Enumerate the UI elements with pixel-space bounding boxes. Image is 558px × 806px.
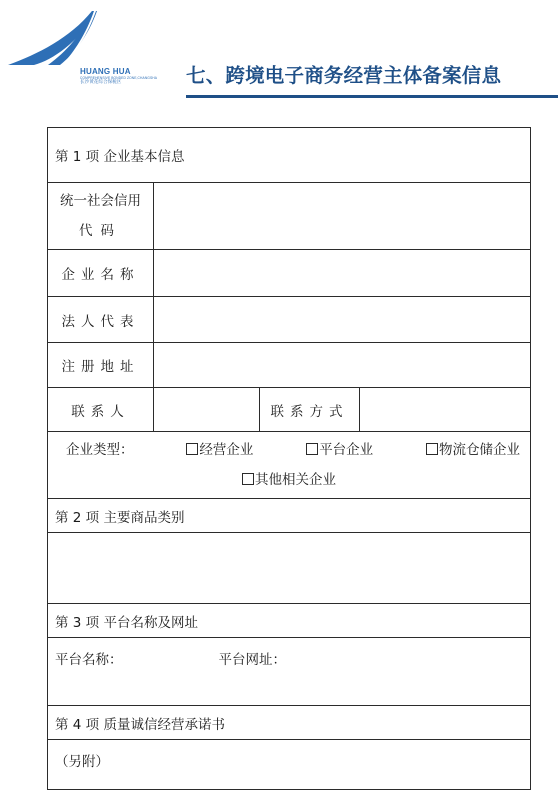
checkbox-icon[interactable] xyxy=(242,473,254,485)
contact-method-label: 联系方式 xyxy=(260,388,360,432)
section-3-header: 第 3 项 平台名称及网址 xyxy=(48,604,531,638)
reg-address-label: 注册地址 xyxy=(48,343,154,388)
contact-method-field[interactable] xyxy=(360,388,531,432)
title-underline xyxy=(186,95,558,98)
type-option-operating[interactable] xyxy=(186,435,253,465)
logo-subtitle-en: COMPREHENSIVE BONDED ZONE,CHANGSHA xyxy=(80,76,158,80)
main-products-field[interactable] xyxy=(48,533,531,604)
legal-rep-label: 法人代表 xyxy=(48,297,154,343)
page-header xyxy=(0,0,558,112)
checkbox-icon[interactable] xyxy=(426,443,438,455)
contact-person-field[interactable] xyxy=(154,388,260,432)
checkbox-icon[interactable] xyxy=(186,443,198,455)
section-1-header: 第 1 项 企业基本信息 xyxy=(48,128,531,183)
company-name-label: 企业名称 xyxy=(48,250,154,297)
company-type-row xyxy=(48,432,531,499)
filing-form-table xyxy=(47,127,531,790)
legal-rep-field[interactable] xyxy=(154,297,531,343)
credit-code-field[interactable] xyxy=(154,183,531,250)
credit-code-label-line1: 统一社会信用 xyxy=(60,193,141,209)
credit-code-label-line2: 代码 xyxy=(79,223,122,239)
logo-name-cn: 长沙黄花综合保税区 xyxy=(80,80,122,86)
company-name-field[interactable] xyxy=(154,250,531,297)
type-option-platform[interactable] xyxy=(306,435,373,465)
type-option-label: 其他相关企业 xyxy=(255,472,337,488)
company-type-label: 企业类型： xyxy=(66,442,134,458)
logo-text xyxy=(80,68,157,86)
contact-person-label: 联系人 xyxy=(48,388,154,432)
type-option-other[interactable] xyxy=(242,465,336,495)
checkbox-icon[interactable] xyxy=(306,443,318,455)
logo-name-en: HUANG HUA xyxy=(80,67,131,76)
type-option-logistics[interactable] xyxy=(426,435,520,465)
reg-address-field[interactable] xyxy=(154,343,531,388)
commitment-note: （另附） xyxy=(48,740,531,790)
type-option-label: 经营企业 xyxy=(199,442,254,458)
section-2-header: 第 2 项 主要商品类别 xyxy=(48,499,531,533)
platform-url-label: 平台网址： xyxy=(218,652,286,668)
type-option-label: 物流仓储企业 xyxy=(439,442,521,458)
platform-name-label: 平台名称： xyxy=(55,652,123,668)
page-title: 七、跨境电子商务经营主体备案信息 xyxy=(186,64,502,87)
type-option-label: 平台企业 xyxy=(319,442,374,458)
platform-info-field[interactable] xyxy=(48,638,531,706)
section-4-header: 第 4 项 质量诚信经营承诺书 xyxy=(48,706,531,740)
huanghua-logo-icon xyxy=(8,8,100,68)
credit-code-label xyxy=(48,183,154,250)
